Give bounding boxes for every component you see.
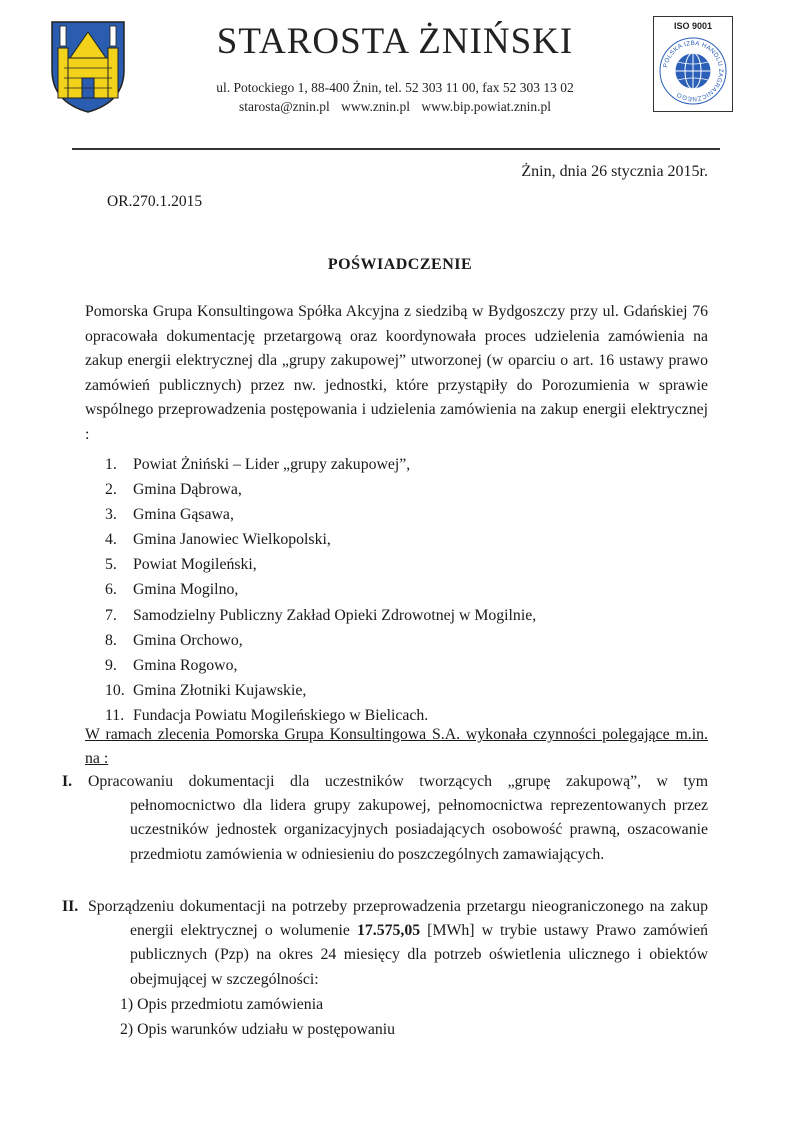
issuer-title: STAROSTA ŻNIŃSKI — [216, 21, 574, 62]
iso-certificate-badge — [653, 16, 733, 112]
section-1-numeral: I. — [62, 773, 73, 790]
list-item-number: 7. — [105, 606, 117, 624]
list-item-text: Gmina Złotniki Kujawskie, — [133, 681, 307, 699]
list-item-text: Gmina Gąsawa, — [133, 506, 234, 524]
section-2-text-after: [MWh] w trybie ustawy Prawo zamówień publicznych (Pzp) na okres 24 miesięcy dla potrzeb oświetlenia ulicznego i obiektów obejmującej w szczególności: — [130, 922, 709, 988]
chamber-seal-icon — [658, 36, 728, 106]
section-2-items — [120, 992, 708, 1042]
list-item — [105, 653, 536, 678]
list-item — [105, 678, 536, 703]
list-item-text: Gmina Rogowo, — [133, 656, 238, 674]
list-item-text: Fundacja Powiatu Mogileńskiego w Bielicach. — [133, 706, 429, 724]
list-item-text: Powiat Żniński – Lider „grupy zakupowej”, — [133, 456, 411, 473]
list-item: 2) Opis warunków udziału w postępowaniu — [120, 1020, 396, 1038]
section-1 — [62, 770, 708, 867]
list-item — [105, 628, 536, 653]
issuer-contacts: starosta@znin.pl www.znin.pl www.bip.powiat.znin.pl — [238, 99, 551, 114]
issuer-address: ul. Potockiego 1, 88-400 Żnin, tel. 52 303 11 00, fax 52 303 13 02 — [216, 80, 574, 95]
intro-paragraph: Pomorska Grupa Konsultingowa Spółka Akcyjna z siedzibą w Bydgoszczy przy ul. Gdańskiej 76 opracowała dokumentację przetargową oraz koordynowała proces udzielenia zamówienia na zakup energii elektrycznej dla „grupy zakupowej” utworzonej (w oparciu o art. 16 ustawy prawo zamówień publicznych) przez nw. jednostki, które przystąpiły do Porozumienia w sprawie wspólnego przeprowadzenia postępowania i udzielenia zamówienia na zakup energii elektrycznej : — [85, 303, 708, 443]
list-item-number: 11. — [105, 706, 125, 724]
list-item-number: 9. — [105, 656, 117, 674]
coat-of-arms-logo — [48, 18, 128, 114]
list-item-number: 3. — [105, 506, 117, 524]
section-1-text: Opracowaniu dokumentacji dla uczestników tworzących „grupę zakupową”, w tym pełnomocnictwo dla lidera grupy zakupowej, pełnomocnictwa reprezentowanych przez uczestników jednostek organizacyjnych posiadających osobowość prawną, oszacowanie przedmiotu zamówienia w odniesieniu do poszczególnych zamawiających. — [88, 773, 708, 863]
list-item-text: Gmina Janowiec Wielkopolski, — [133, 531, 331, 549]
iso-label: ISO 9001 — [673, 21, 713, 31]
list-item — [105, 477, 536, 502]
list-item-text: Gmina Dąbrowa, — [133, 481, 242, 499]
list-item — [105, 502, 536, 527]
list-item-text: Powiat Mogileński, — [133, 556, 257, 574]
list-item — [105, 527, 536, 552]
section-2 — [62, 895, 708, 1042]
section-2-text-before: Sporządzeniu dokumentacji na potrzeby przeprowadzenia przetargu nieograniczonego na zakup energii elektrycznej o wolumenie — [88, 898, 708, 940]
energy-volume: 17.575,05 — [356, 922, 421, 940]
reference-number: OR.270.1.2015 — [107, 193, 203, 210]
list-item-text: Samodzielny Publiczny Zakład Opieki Zdrowotnej w Mogilnie, — [133, 606, 537, 624]
list-item — [105, 452, 536, 477]
list-item-number: 1. — [105, 456, 117, 473]
list-item-number: 2. — [105, 481, 117, 499]
section-2-text — [88, 895, 709, 992]
list-item-number: 6. — [105, 581, 117, 599]
list-item-number: 4. — [105, 531, 117, 549]
seal-text: POLSKA IZBA HANDLU ZAGRANICZNEGO — [662, 39, 725, 103]
list-item — [105, 552, 536, 577]
member-list — [105, 452, 536, 728]
list-item — [105, 603, 536, 628]
list-item-number: 5. — [105, 556, 117, 574]
list-item-number: 8. — [105, 631, 117, 649]
section-2-numeral: II. — [62, 898, 79, 915]
list-item-number: 10. — [105, 681, 125, 699]
document-date: Żnin, dnia 26 stycznia 2015r. — [521, 163, 708, 180]
header-divider — [72, 148, 720, 150]
list-item: 1) Opis przedmiotu zamówienia — [120, 995, 324, 1013]
document-title: POŚWIADCZENIE — [327, 256, 473, 273]
list-item-text: Gmina Orchowo, — [133, 631, 243, 649]
list-item-text: Gmina Mogilno, — [133, 581, 239, 599]
scope-lead-in: W ramach zlecenia Pomorska Grupa Konsultingowa S.A. wykonała czynności polegające m.in. na : — [85, 726, 708, 767]
list-item — [105, 577, 536, 602]
